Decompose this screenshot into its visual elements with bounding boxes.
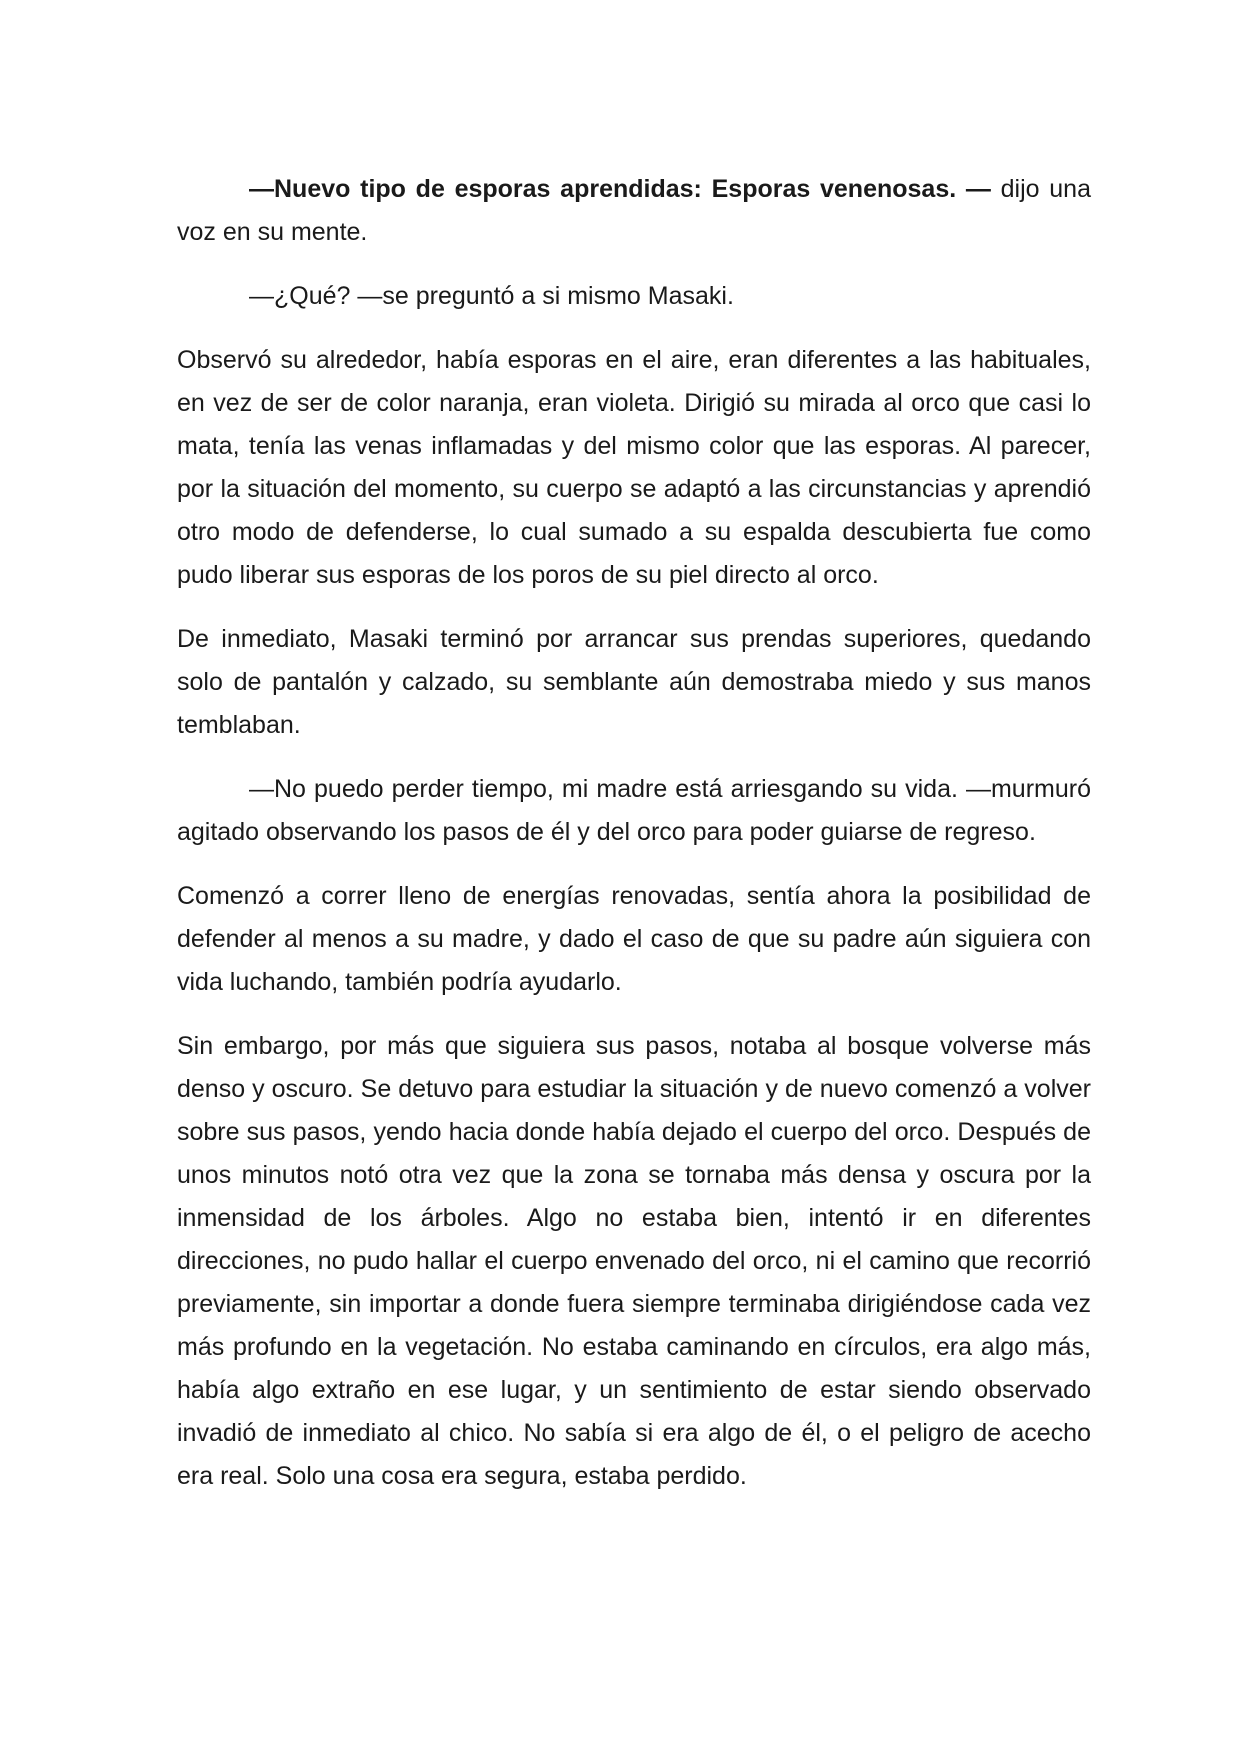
paragraph-6: Comenzó a correr lleno de energías renovadas, sentía ahora la posibilidad de defender al menos a su madre, y dado el caso de que su padre aún siguiera con vida luchando, también podría ayudarlo. [177, 882, 1091, 996]
paragraph-text: dijo una voz en su mente. [177, 175, 1091, 246]
paragraph-1 [177, 168, 1091, 254]
paragraph-7: Sin embargo, por más que siguiera sus pasos, notaba al bosque volverse más denso y oscuro. Se detuvo para estudiar la situación y de nuevo comenzó a volver sobre sus pasos, yendo hacia donde había dejado el cuerpo del orco. Después de unos minutos notó otra vez que la zona se tornaba más densa y oscura por la inmensidad de los árboles. Algo no estaba bien, intentó ir en diferentes direcciones, no pudo hallar el cuerpo envenado del orco, ni el camino que recorrió previamente, sin importar a donde fuera siempre terminaba dirigiéndose cada vez más profundo en la vegetación. No estaba caminando en círculos, era algo más, había algo extraño en ese lugar, y un sentimiento de estar siendo observado invadió de inmediato al chico. No sabía si era algo de él, o el peligro de acecho era real. Solo una cosa era segura, estaba perdido. [177, 1032, 1091, 1490]
paragraph-5: —No puedo perder tiempo, mi madre está arriesgando su vida. —murmuró agitado observando los pasos de él y del orco para poder guiarse de regreso. [177, 775, 1091, 846]
document-page [177, 168, 1091, 1519]
paragraph-2: —¿Qué? —se preguntó a si mismo Masaki. [249, 282, 734, 310]
bold-dialogue: —Nuevo tipo de esporas aprendidas: Esporas venenosas. — [249, 175, 991, 203]
paragraph-4: De inmediato, Masaki terminó por arrancar sus prendas superiores, quedando solo de pantalón y calzado, su semblante aún demostraba miedo y sus manos temblaban. [177, 625, 1091, 739]
paragraph-3: Observó su alrededor, había esporas en el aire, eran diferentes a las habituales, en vez de ser de color naranja, eran violeta. Dirigió su mirada al orco que casi lo mata, tenía las venas inflamadas y del mismo color que las esporas. Al parecer, por la situación del momento, su cuerpo se adaptó a las circunstancias y aprendió otro modo de defenderse, lo cual sumado a su espalda descubierta fue como pudo liberar sus esporas de los poros de su piel directo al orco. [177, 346, 1091, 589]
